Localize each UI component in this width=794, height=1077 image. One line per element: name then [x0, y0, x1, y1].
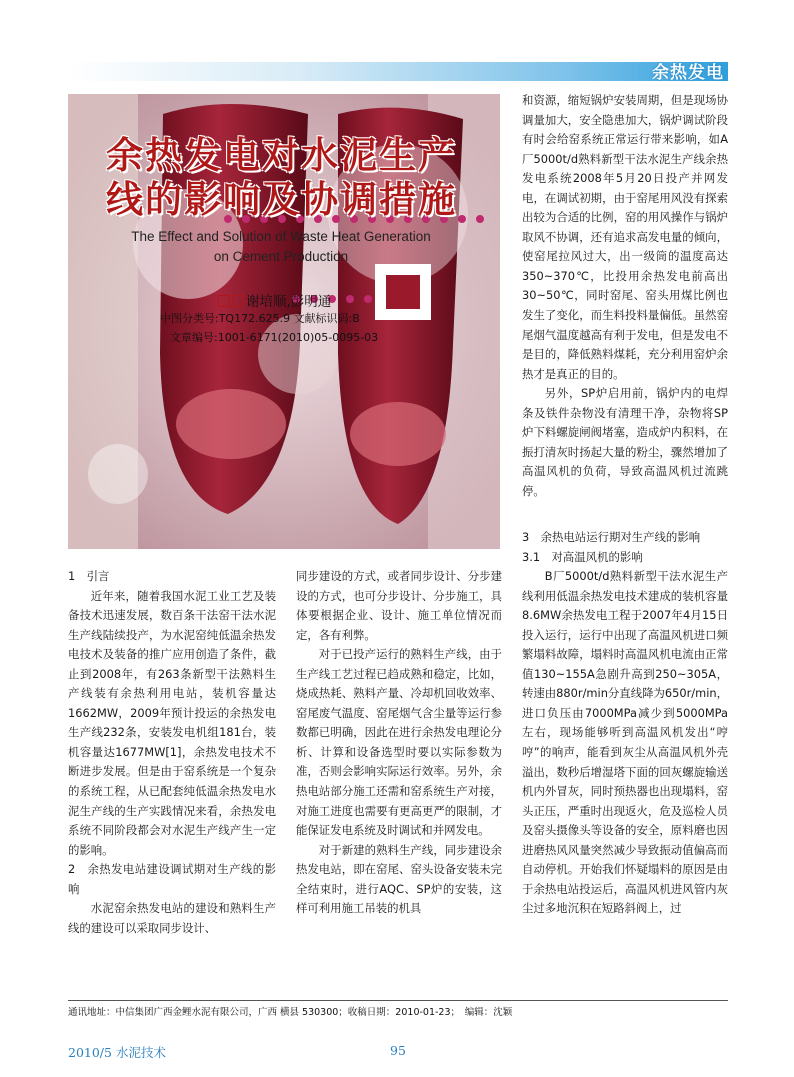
title-line-2: 线的影响及协调措施 — [106, 178, 457, 221]
section-tag: 余热发电 — [652, 63, 724, 83]
footnote-rule — [68, 1000, 728, 1001]
title-line-1: 余热发电对水泥生产 — [106, 134, 457, 177]
authors — [218, 290, 331, 310]
body-column-3-top — [522, 91, 728, 501]
paragraph: 对于新建的熟料生产线，同步建设余热发电站，即在窑尾、窑头设备安装未完全结束时，进行AQC、SP炉的安装，这样可利用施工吊装的机具 — [296, 842, 502, 916]
paragraph: 对于已投产运行的熟料生产线，由于生产线工艺过程已趋成熟和稳定，比如，烧成热耗、熟料产量、冷却机回收效率、窑尾废气温度、窑尾烟气含尘量等运行参数都已明确，因此在进行余热发电理论分析、计算和设备选型时要以实际参数为准，否则会影响实际运行效率。另外，余热电站部分施工还需和窑系统生产对接，对施工进度也需要有更高更严的限制，才能保证发电系统及时调试和并网发电。 — [296, 647, 502, 838]
header-band — [68, 62, 728, 81]
section-heading: 1 引言 — [68, 569, 110, 583]
paragraph: 同步建设的方式，或者同步设计、分步建设的方式，也可分步设计、分步施工，具体要根据企业、设计、施工单位情况而定，各有利弊。 — [296, 569, 502, 642]
body-column-1 — [68, 567, 276, 938]
paragraph: 近年来，随着我国水泥工业工艺及装备技术迅速发展，数百条干法窑干法水泥生产线陆续投产，为水泥窑纯低温余热发电技术及装备的推广应用创造了条件，截止到2008年，有263条新型干法熟料生产线装有余热利用电站，装机容量达1662MW，2009年预计投运的余热发电生产线232条，安装发电机组181台，装机容量达1677MW[1]，余热发电技术不断进步发展。但是由于窑系统是一个复杂的系统工程，从已配套纯低温余热发电水泥生产线的生产实践情况来看，余热发电系统不同阶段都会对水泥生产线产生一定的影响。 — [68, 588, 276, 857]
body-column-2 — [296, 567, 502, 919]
article-number: 文章编号:1001-6171(2010)05-0095-03 — [170, 331, 379, 344]
body-column-3-bottom — [522, 528, 728, 919]
paragraph: 水泥窑余热发电站的建设和熟料生产线的建设可以采取同步设计、 — [68, 901, 276, 935]
section-heading: 3 余热电站运行期对生产线的影响 — [522, 530, 701, 544]
section-heading: 2 余热发电站建设调试期对生产线的影响 — [68, 862, 276, 896]
english-title — [116, 227, 446, 267]
english-title-line-2: on Cement Production — [213, 249, 349, 264]
author-marker-icon — [232, 295, 244, 307]
classification-number: 中图分类号:TQ172.625.9 文献标识码:B — [160, 312, 360, 325]
page-number: 95 — [390, 1043, 406, 1058]
author-names: 谢培顺,彭明通 — [246, 294, 332, 310]
section-heading: 3.1 对高温风机的影响 — [522, 549, 643, 564]
paragraph: B厂5000t/d熟料新型干法水泥生产线利用低温余热发电技术建成的装机容量8.6MW余热发电工程于2007年4月15日投入运行，运行中出现了高温风机进口频繁塌料故障，塌料时高温风机电流由正常值130~155A急剧升高到250~305A，转速由880r/min分直线降为650r/min，进口负压由7000MPa减少到5000MPa左右，现场能够听到高温风机发出“哼哼”的响声，能看到灰尘从高温风机外壳溢出，数秒后增湿塔下面的回灰螺旋输送机内外冒灰，同时预热器也出现塌料，窑头正压，严重时出现返火，危及巡检人员及窑头摄像头等设备的安全，原料磨也因进磨热风风量突然减少导致振动值偏高而自动停机。开始我们怀疑塌料的原因是由于余热电站投运后，高温风机进风管内灰尘过多地沉积在短路斜阀上，过 — [522, 569, 728, 916]
article-title — [106, 134, 457, 222]
hero-image — [68, 94, 500, 549]
author-marker-icon — [218, 295, 230, 307]
footnote: 通讯地址：中信集团广西金鲤水泥有限公司，广西 横县 530300；收稿日期：2010-01-23； 编辑：沈颖 — [68, 1007, 513, 1018]
english-title-line-1: The Effect and Solution of Waste Heat Generation — [131, 229, 431, 244]
journal-issue: 2010/5 水泥技术 — [68, 1045, 166, 1060]
paragraph: 和资源，缩短锅炉安装周期，但是现场协调量加大，安全隐患加大，锅炉调试阶段有时会给窑系统正常运行带来影响，如A厂5000t/d熟料新型干法水泥生产线余热发电系统2008年5月20日投产并网发电，在调试初期，由于窑尾用风没有探索出较为合适的比例，窑的用风操作与锅炉取风不协调，还有追求高发电量的倾向，使窑尾拉风过大，出一级筒的温度高达350~370℃，比投用余热发电前高出30~50℃，同时窑尾、窑头用煤比例也发生了变化，而生料投料量偏低。虽然窑尾烟气温度越高有利于发电，但是发电不是目的，降低熟料煤耗，充分利用窑炉余热才是真正的目的。 — [522, 93, 728, 381]
paragraph: 另外，SP炉启用前，锅炉内的电焊条及铁件杂物没有清理干净，杂物将SP炉下料螺旋闸阀堵塞，造成炉内积料，在振打清灰时扬起大量的粉尘，骤然增加了高温风机的负荷，导致高温风机过流跳停。 — [522, 386, 728, 498]
